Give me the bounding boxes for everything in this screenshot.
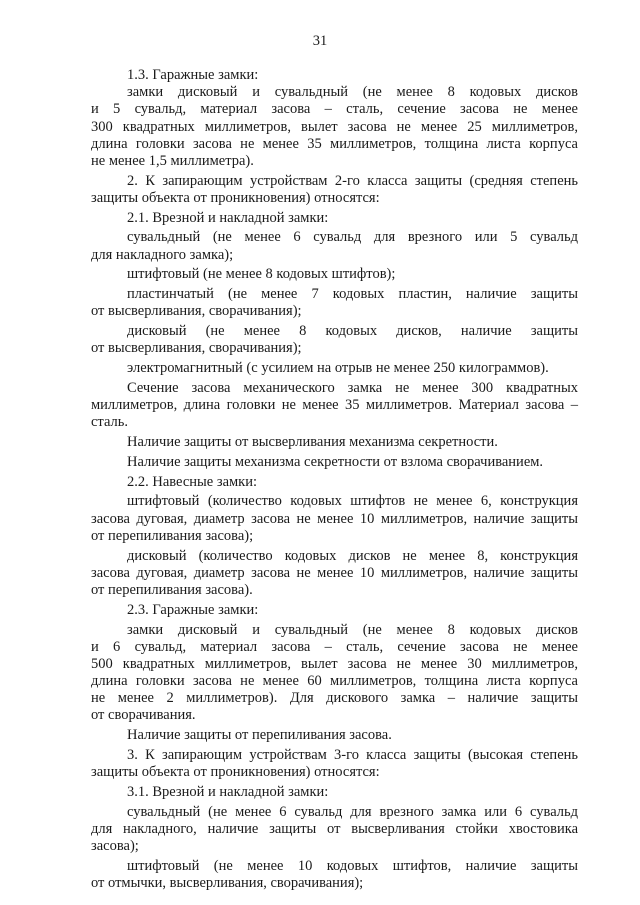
text-line: пластинчатый (не менее 7 кодовых пластин, наличие защиты [127, 286, 578, 303]
text-line: 2.3. Гаражные замки: [127, 601, 259, 618]
text-line: от высверливания, сворачивания); [91, 340, 302, 357]
text-line: и 5 сувальд, материал засова – сталь, сечение засова не менее [91, 101, 578, 118]
text-line: не менее 2 миллиметров). Для дискового замка – наличие защиты [91, 690, 578, 707]
text-line: сувальдный (не менее 6 сувальд для врезного или 5 сувальд [127, 229, 578, 246]
text-line: Наличие защиты механизма секретности от взлома сворачиванием. [127, 453, 544, 470]
text-line: замки дисковый и сувальдный (не менее 8 кодовых дисков [127, 84, 578, 101]
text-line: дисковый (количество кодовых дисков не менее 8, конструкция [127, 547, 578, 564]
text-line: электромагнитный (с усилием на отрыв не менее 250 килограммов). [127, 360, 549, 377]
text-line: от сворачивания. [91, 707, 196, 724]
text-line: штифтовый (количество кодовых штифтов не менее 6, конструкция [127, 493, 578, 510]
text-line: 500 квадратных миллиметров, вылет засова не менее 30 миллиметров, [91, 655, 578, 672]
text-line: миллиметров, длина головки не менее 35 миллиметров. Материал засова – [91, 397, 578, 414]
text-line: 3.1. Врезной и накладной замки: [127, 784, 329, 800]
text-line: защиты объекта от проникновения) относятся: [91, 189, 380, 206]
text-line: для накладного замка); [91, 246, 234, 263]
text-line: замки дисковый и сувальдный (не менее 8 кодовых дисков [127, 621, 578, 638]
text-line: штифтовый (не менее 10 кодовых штифтов, наличие защиты [127, 857, 578, 874]
text-line: от высверливания, сворачивания); [91, 303, 302, 320]
text-line: для накладного, наличие защиты от высверливания стойки хвостовика [91, 820, 578, 837]
text-line: 3. К запирающим устройствам 3-го класса защиты (высокая степень [127, 747, 578, 764]
text-line: не менее 1,5 миллиметра). [91, 152, 254, 169]
document-body [91, 67, 578, 892]
text-line: и 6 сувальд, материал засова – сталь, сечение засова не менее [91, 638, 578, 655]
text-line: 2. К запирающим устройствам 2-го класса защиты (средняя степень [127, 172, 578, 189]
text-line: засова дуговая, диаметр засова не менее 10 миллиметров, наличие защиты [91, 564, 578, 581]
text-line: дисковый (не менее 8 кодовых дисков, наличие защиты [127, 323, 578, 340]
text-line: от перепиливания засова). [91, 581, 253, 598]
text-line: защиты объекта от проникновения) относятся: [91, 764, 380, 781]
text-line: Наличие защиты от высверливания механизма секретности. [127, 434, 498, 451]
page-number: 31 [312, 33, 328, 49]
text-line: 300 квадратных миллиметров, вылет засова не менее 25 миллиметров, [91, 118, 578, 135]
text-line: сувальдный (не менее 6 сувальд для врезного замка или 6 сувальд [127, 803, 578, 820]
text-line: сталь. [91, 414, 128, 431]
text-line: Наличие защиты от перепиливания засова. [127, 727, 392, 744]
text-line: длина головки засова не менее 35 миллиметров, толщина листа корпуса [91, 135, 578, 152]
text-line: от отмычки, высверливания, сворачивания); [91, 875, 364, 892]
text-line: 2.2. Навесные замки: [127, 473, 258, 490]
text-line: от перепиливания засова); [91, 527, 254, 544]
text-line: 2.1. Врезной и накладной замки: [127, 209, 329, 226]
text-line: засова); [91, 838, 139, 855]
text-line: засова дуговая, диаметр засова не менее 10 миллиметров, наличие защиты [91, 510, 578, 527]
text-line: Сечение засова механического замка не менее 300 квадратных [127, 379, 578, 396]
text-line: длина головки засова не менее 60 миллиметров, толщина листа корпуса [91, 673, 578, 690]
text-line: штифтовый (не менее 8 кодовых штифтов); [127, 266, 396, 283]
text-line: 1.3. Гаражные замки: [127, 67, 259, 83]
